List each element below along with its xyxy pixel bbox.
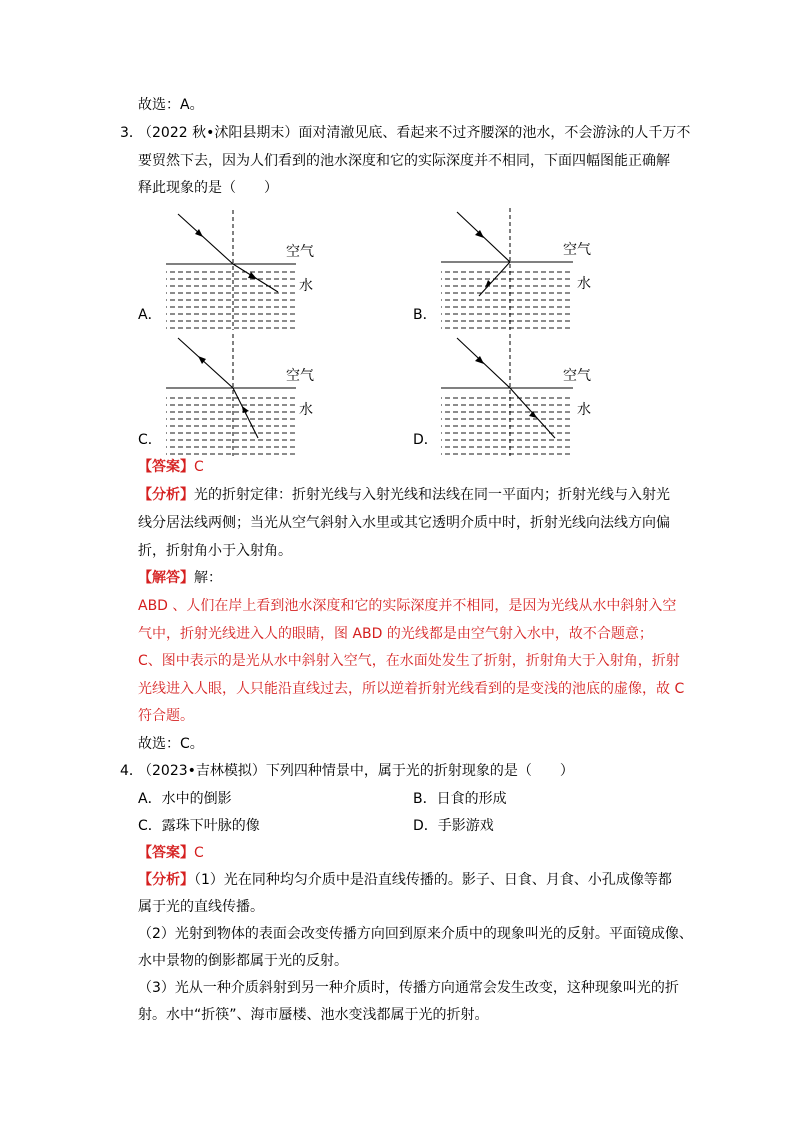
answer-value: C [194,845,204,861]
q4-analysis-line-4: 水中景物的倒影都属于光的反射。 [138,953,348,969]
q3-stem-line-2: 要贸然下去，因为人们看到的池水深度和它的实际深度并不相同，下面四幅图能正确解 [138,153,670,169]
water-hatching [441,266,573,331]
answer-value: C [194,459,204,475]
water-hatching [166,392,296,457]
diagram-d [413,332,613,457]
diagram-c-letter: C． [138,432,162,448]
diagram-c-svg [138,332,338,457]
air-label: 空气 [563,368,591,384]
q3-solution-header [138,568,222,588]
q3-answer [138,457,204,477]
air-label: 空气 [286,368,314,384]
diagram-b [413,206,613,331]
q3-final: 故选：C。 [138,736,204,752]
q4-answer [138,843,204,863]
previous-answer-final: 故选：A。 [138,97,204,113]
water-label: 水 [299,278,313,294]
solution-prefix: 解： [194,570,222,586]
solution-tag: 【解答】 [138,570,194,586]
answer-tag: 【答案】 [138,845,194,861]
diagram-b-svg [413,206,613,331]
air-label: 空气 [563,242,591,258]
q3-solution-line-1: ABD 、人们在岸上看到池水深度和它的实际深度并不相同，是因为光线从水中斜射入空 [138,598,677,614]
q3-number: 3． [120,125,143,141]
q4-analysis-line-1 [138,870,672,890]
q4-analysis-line-5: （3）光从一种介质斜射到另一种介质时，传播方向通常会发生改变，这种现象叫光的折 [138,980,679,996]
diagram-c [138,332,338,457]
q3-analysis-line-2: 线分居法线两侧；当光从空气斜射入水里或其它透明介质中时，折射光线向法线方向偏 [138,515,670,531]
q4-analysis-line-2: 属于光的直线传播。 [138,899,264,915]
q4-analysis-line-6: 射。水中“折筷”、海市蜃楼、池水变浅都属于光的折射。 [138,1007,489,1023]
q3-analysis-line-3: 折，折射角小于入射角。 [138,543,292,559]
incident-ray [178,214,233,264]
q3-analysis-line-1 [138,485,670,505]
answer-tag: 【答案】 [138,459,194,475]
diagram-a-svg [138,206,338,331]
q4-stem: （2023•吉林模拟）下列四种情景中，属于光的折射现象的是（ ） [138,763,574,779]
air-label: 空气 [286,244,314,260]
analysis-tag: 【分析】 [138,487,194,503]
diagram-a [138,206,338,331]
arrow-icon [475,230,484,238]
q4-option-b: B．日食的形成 [413,791,507,807]
q4-analysis-line-3: （2）光射到物体的表面会改变传播方向回到原来介质中的现象叫光的反射。平面镜成像、 [138,926,693,942]
diagram-d-svg [413,332,613,457]
q3-stem-line-1: （2022 秋•沭阳县期末）面对清澈见底、看起来不过齐腰深的池水，不会游泳的人千万不 [138,125,691,141]
q3-solution-line-2: 气中，折射光线进入人的眼睛，图 ABD 的光线都是由空气射入水中，故不合题意； [138,626,653,642]
water-hatching [166,268,296,331]
water-label: 水 [299,402,313,418]
arrow-icon [475,356,484,364]
water-label: 水 [577,276,591,292]
q4-number: 4． [120,763,143,779]
analysis-text: 光的折射定律：折射光线与入射光线和法线在同一平面内；折射光线与入射光 [194,487,670,503]
water-label: 水 [577,402,591,418]
q4-option-d: D．手影游戏 [413,818,494,834]
q4-option-c: C．露珠下叶脉的像 [138,818,260,834]
water-hatching [441,392,573,457]
q3-solution-line-5: 符合题。 [138,708,194,724]
diagram-b-letter: B． [413,307,437,323]
diagram-d-letter: D． [413,432,438,448]
refracted-ray-in-air [178,338,233,388]
analysis-text: （1）光在同种均匀介质中是沿直线传播的。影子、日食、月食、小孔成像等都 [194,872,672,888]
q3-stem-line-3: 释此现象的是（ ） [138,180,278,196]
q4-option-a: A．水中的倒影 [138,791,232,807]
q3-solution-line-3: C、图中表示的是光从水中斜射入空气，在水面处发生了折射，折射角大于入射角，折射 [138,653,680,669]
analysis-tag: 【分析】 [138,872,194,888]
q3-solution-line-4: 光线进入人眼，人只能沿直线过去，所以逆着折射光线看到的是变浅的池底的虚像，故 C [138,681,685,697]
diagram-a-letter: A． [138,307,162,323]
